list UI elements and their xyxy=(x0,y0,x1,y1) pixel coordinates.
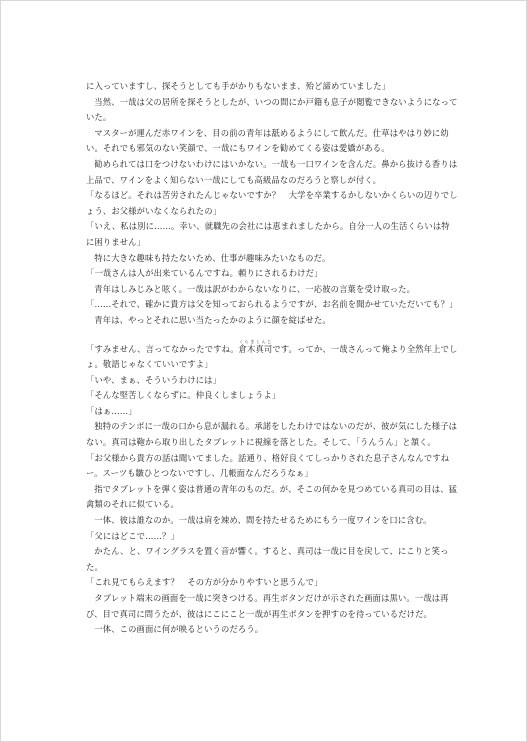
paragraph-11: 青年は、やっとそれに思い当たったかのように顔を綻ばせた。 xyxy=(94,314,331,325)
paragraph-8: 「一哉さんは人が出来ているんですね。頼りにされるわけだ」 xyxy=(86,268,323,279)
ruby-base: 倉木真司 xyxy=(238,343,273,354)
paragraph-21: かたん、と、ワイングラスを置く音が響く。すると、真司は一哉に目を戻して、にこりと笑った。 xyxy=(86,546,449,572)
paragraph-1: に入っていますし、探そうとしても手がかりもないまま、殆ど諦めていました」 xyxy=(86,81,391,91)
paragraph-12-with-ruby xyxy=(86,339,458,373)
paragraph-19: 一体、彼は誰なのか。一哉は肩を竦め、間を持たせるためにもう一度ワインを口に含む。 xyxy=(94,515,432,526)
paragraph-9: 青年はしみじみと呟く。一哉は訳がわからないなりに、一応彼の言葉を受け取った。 xyxy=(94,283,416,294)
paragraph-10: 「……それで、確かに貴方は父を知っておられるようですが、お名前を聞かせていただいても？」 xyxy=(86,299,458,310)
paragraph-7: 特に大きな趣味も持たないため、仕事が趣味みたいなものだ。 xyxy=(94,252,331,263)
paragraph-17: 「お父様から貴方の話は聞いてました。話通り、格好良くてしっかりされた息子さんなんですねー。スーツも皺ひとつないですし、几帳面なんだろうなぁ」 xyxy=(86,452,450,479)
paragraph-20: 「父にはどこで……？」 xyxy=(86,530,179,541)
paragraph-14: 「そんな堅苦しくならずに。仲良くしましょうよ」 xyxy=(86,390,281,401)
paragraph-2: 当然、一哉は父の居所を探そうとしたが、いつの間にか戸籍も息子が閲覧できないようになっていた。 xyxy=(86,96,458,123)
paragraph-5: 「なるほど。それは苦労されたんじゃないですか？ 大学を卒業するかしないかくらいの辺りでしょう、お父様がいなくなられたの」 xyxy=(86,190,458,216)
paragraph-4: 勧められては口をつけないわけにはいかない。一哉も一口ワインを含んだ。鼻から抜ける香りは上品で、ワインをよく知らない一哉にしても高級品なのだろうと察しが付く。 xyxy=(86,158,458,185)
paragraph-23: タブレット端末の画面を一哉に突きつける。再生ボタンだけが示された画面は黒い。一哉は再び、目で真司に問うたが、彼はにこにこと一哉が再生ボタンを押すのを待っているだけだ。 xyxy=(86,593,449,619)
body-text xyxy=(86,79,458,638)
paragraph-6: 「いえ、私は別に……。幸い、就職先の会社には恵まれましたから。自分一人の生活くらいは特に困りません」 xyxy=(86,221,450,247)
ruby-before: 「すみません、言ってなかったですね。 xyxy=(86,343,239,354)
paragraph-3: マスターが運んだ赤ワインを、目の前の青年は舐めるようにして飲んだ。仕草はやはり妙に幼い。それでも邪気のない笑顔で、一哉にもワインを勧めてくる姿は愛嬌がある。 xyxy=(86,127,449,154)
name-ruby xyxy=(238,338,273,354)
ruby-after: です。ってか、一哉さんって俺より全然年上でしょ。敬語じゃなくていいですよ」 xyxy=(86,343,458,370)
paragraph-16: 独特のテンポに一哉の口から息が漏れる。承諾をしたわけではないのだが、彼が気にした様子はない。真司は鞄から取り出したタブレットに視線を落とした。そして、「うんうん」と頷く。 xyxy=(86,421,458,448)
paragraph-22: 「これ見てもらえます？ その方が分かりやすいと思うんで」 xyxy=(86,577,323,588)
paragraph-13: 「いや、まぁ、そういうわけには」 xyxy=(86,374,221,385)
ruby-reading: くらきしんじ xyxy=(238,338,273,344)
paragraph-24: 一体、この画面に何が映るというのだろう。 xyxy=(94,624,264,635)
paragraph-18: 指でタブレットを弾く姿は普通の青年のものだ。が、そこの何かを見つめている真司の目は、猛禽類のそれに似ている。 xyxy=(86,483,458,510)
paragraph-15: 「はぁ……」 xyxy=(86,405,137,416)
